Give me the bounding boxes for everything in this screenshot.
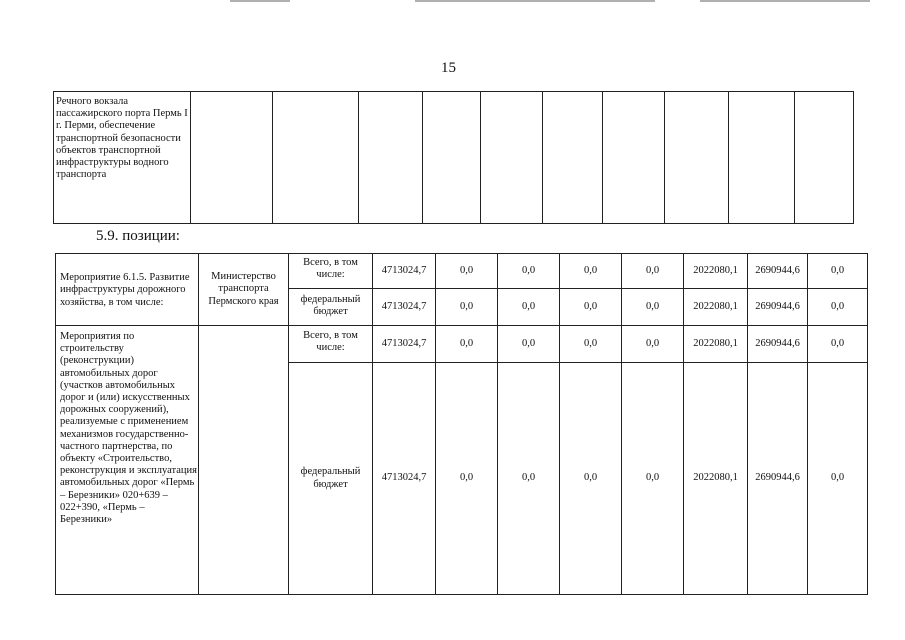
value-cell: 2690944,6 — [748, 289, 808, 326]
value-cell: 2022080,1 — [684, 326, 748, 363]
source-cell: федеральный бюджет — [289, 363, 373, 595]
value-cell: 0,0 — [498, 326, 560, 363]
source-cell: федеральный бюджет — [289, 289, 373, 326]
value-cell: 0,0 — [436, 363, 498, 595]
value-cell: 0,0 — [622, 289, 684, 326]
empty-cell — [603, 92, 665, 224]
value-cell: 0,0 — [560, 326, 622, 363]
source-cell: Всего, в том числе: — [289, 326, 373, 363]
value-cell: 0,0 — [498, 363, 560, 595]
page-number: 15 — [441, 60, 456, 76]
value-cell: 0,0 — [560, 289, 622, 326]
top-table — [53, 91, 854, 224]
value-cell: 2022080,1 — [684, 254, 748, 289]
value-cell: 0,0 — [808, 289, 868, 326]
value-cell: 0,0 — [560, 363, 622, 595]
value-cell: 4713024,7 — [373, 254, 436, 289]
activity-cell: Мероприятия по строительству (реконструкции) автомобильных дорог (участков автомобильных дорог и (или) искусственных дорожных сооружений), реализуемые с применением механизмов государственно-частного партнерства, по объекту «Строительство, реконструкция и эксплуатация автомобильных дорог «Пермь – Березники» 020+639 – 022+390, «Пермь – Березники» — [56, 326, 199, 595]
funding-table — [55, 253, 868, 595]
executor-cell: Министерство транспорта Пермского края — [199, 254, 289, 326]
value-cell: 2690944,6 — [748, 254, 808, 289]
source-cell: Всего, в том числе: — [289, 254, 373, 289]
executor-cell — [199, 326, 289, 595]
value-cell: 0,0 — [560, 254, 622, 289]
value-cell: 0,0 — [622, 254, 684, 289]
value-cell: 4713024,7 — [373, 289, 436, 326]
value-cell: 2022080,1 — [684, 289, 748, 326]
table-row — [56, 254, 868, 289]
empty-cell — [191, 92, 273, 224]
value-cell: 0,0 — [808, 326, 868, 363]
empty-cell — [359, 92, 423, 224]
value-cell: 2022080,1 — [684, 363, 748, 595]
value-cell: 0,0 — [436, 326, 498, 363]
value-cell: 4713024,7 — [373, 363, 436, 595]
value-cell: 0,0 — [808, 363, 868, 595]
value-cell: 2690944,6 — [748, 363, 808, 595]
empty-cell — [729, 92, 795, 224]
value-cell: 4713024,7 — [373, 326, 436, 363]
value-cell: 0,0 — [436, 254, 498, 289]
value-cell: 0,0 — [808, 254, 868, 289]
empty-cell — [665, 92, 729, 224]
value-cell: 0,0 — [622, 326, 684, 363]
value-cell: 2690944,6 — [748, 326, 808, 363]
empty-cell — [543, 92, 603, 224]
empty-cell — [481, 92, 543, 224]
table-row — [56, 326, 868, 363]
activity-cell: Речного вокзала пассажирского порта Пермь I г. Перми, обеспечение транспортной безопасности объектов транспортной инфраструктуры водного транспорта — [54, 92, 191, 224]
value-cell: 0,0 — [498, 289, 560, 326]
table-row — [54, 92, 854, 224]
empty-cell — [423, 92, 481, 224]
value-cell: 0,0 — [436, 289, 498, 326]
scan-artifact-line — [230, 0, 290, 2]
scan-artifact-line — [415, 0, 655, 2]
value-cell: 0,0 — [622, 363, 684, 595]
value-cell: 0,0 — [498, 254, 560, 289]
scan-artifact-line — [700, 0, 870, 2]
empty-cell — [273, 92, 359, 224]
section-heading: 5.9. позиции: — [96, 228, 180, 244]
activity-cell: Мероприятие 6.1.5. Развитие инфраструктуры дорожного хозяйства, в том числе: — [56, 254, 199, 326]
empty-cell — [795, 92, 854, 224]
